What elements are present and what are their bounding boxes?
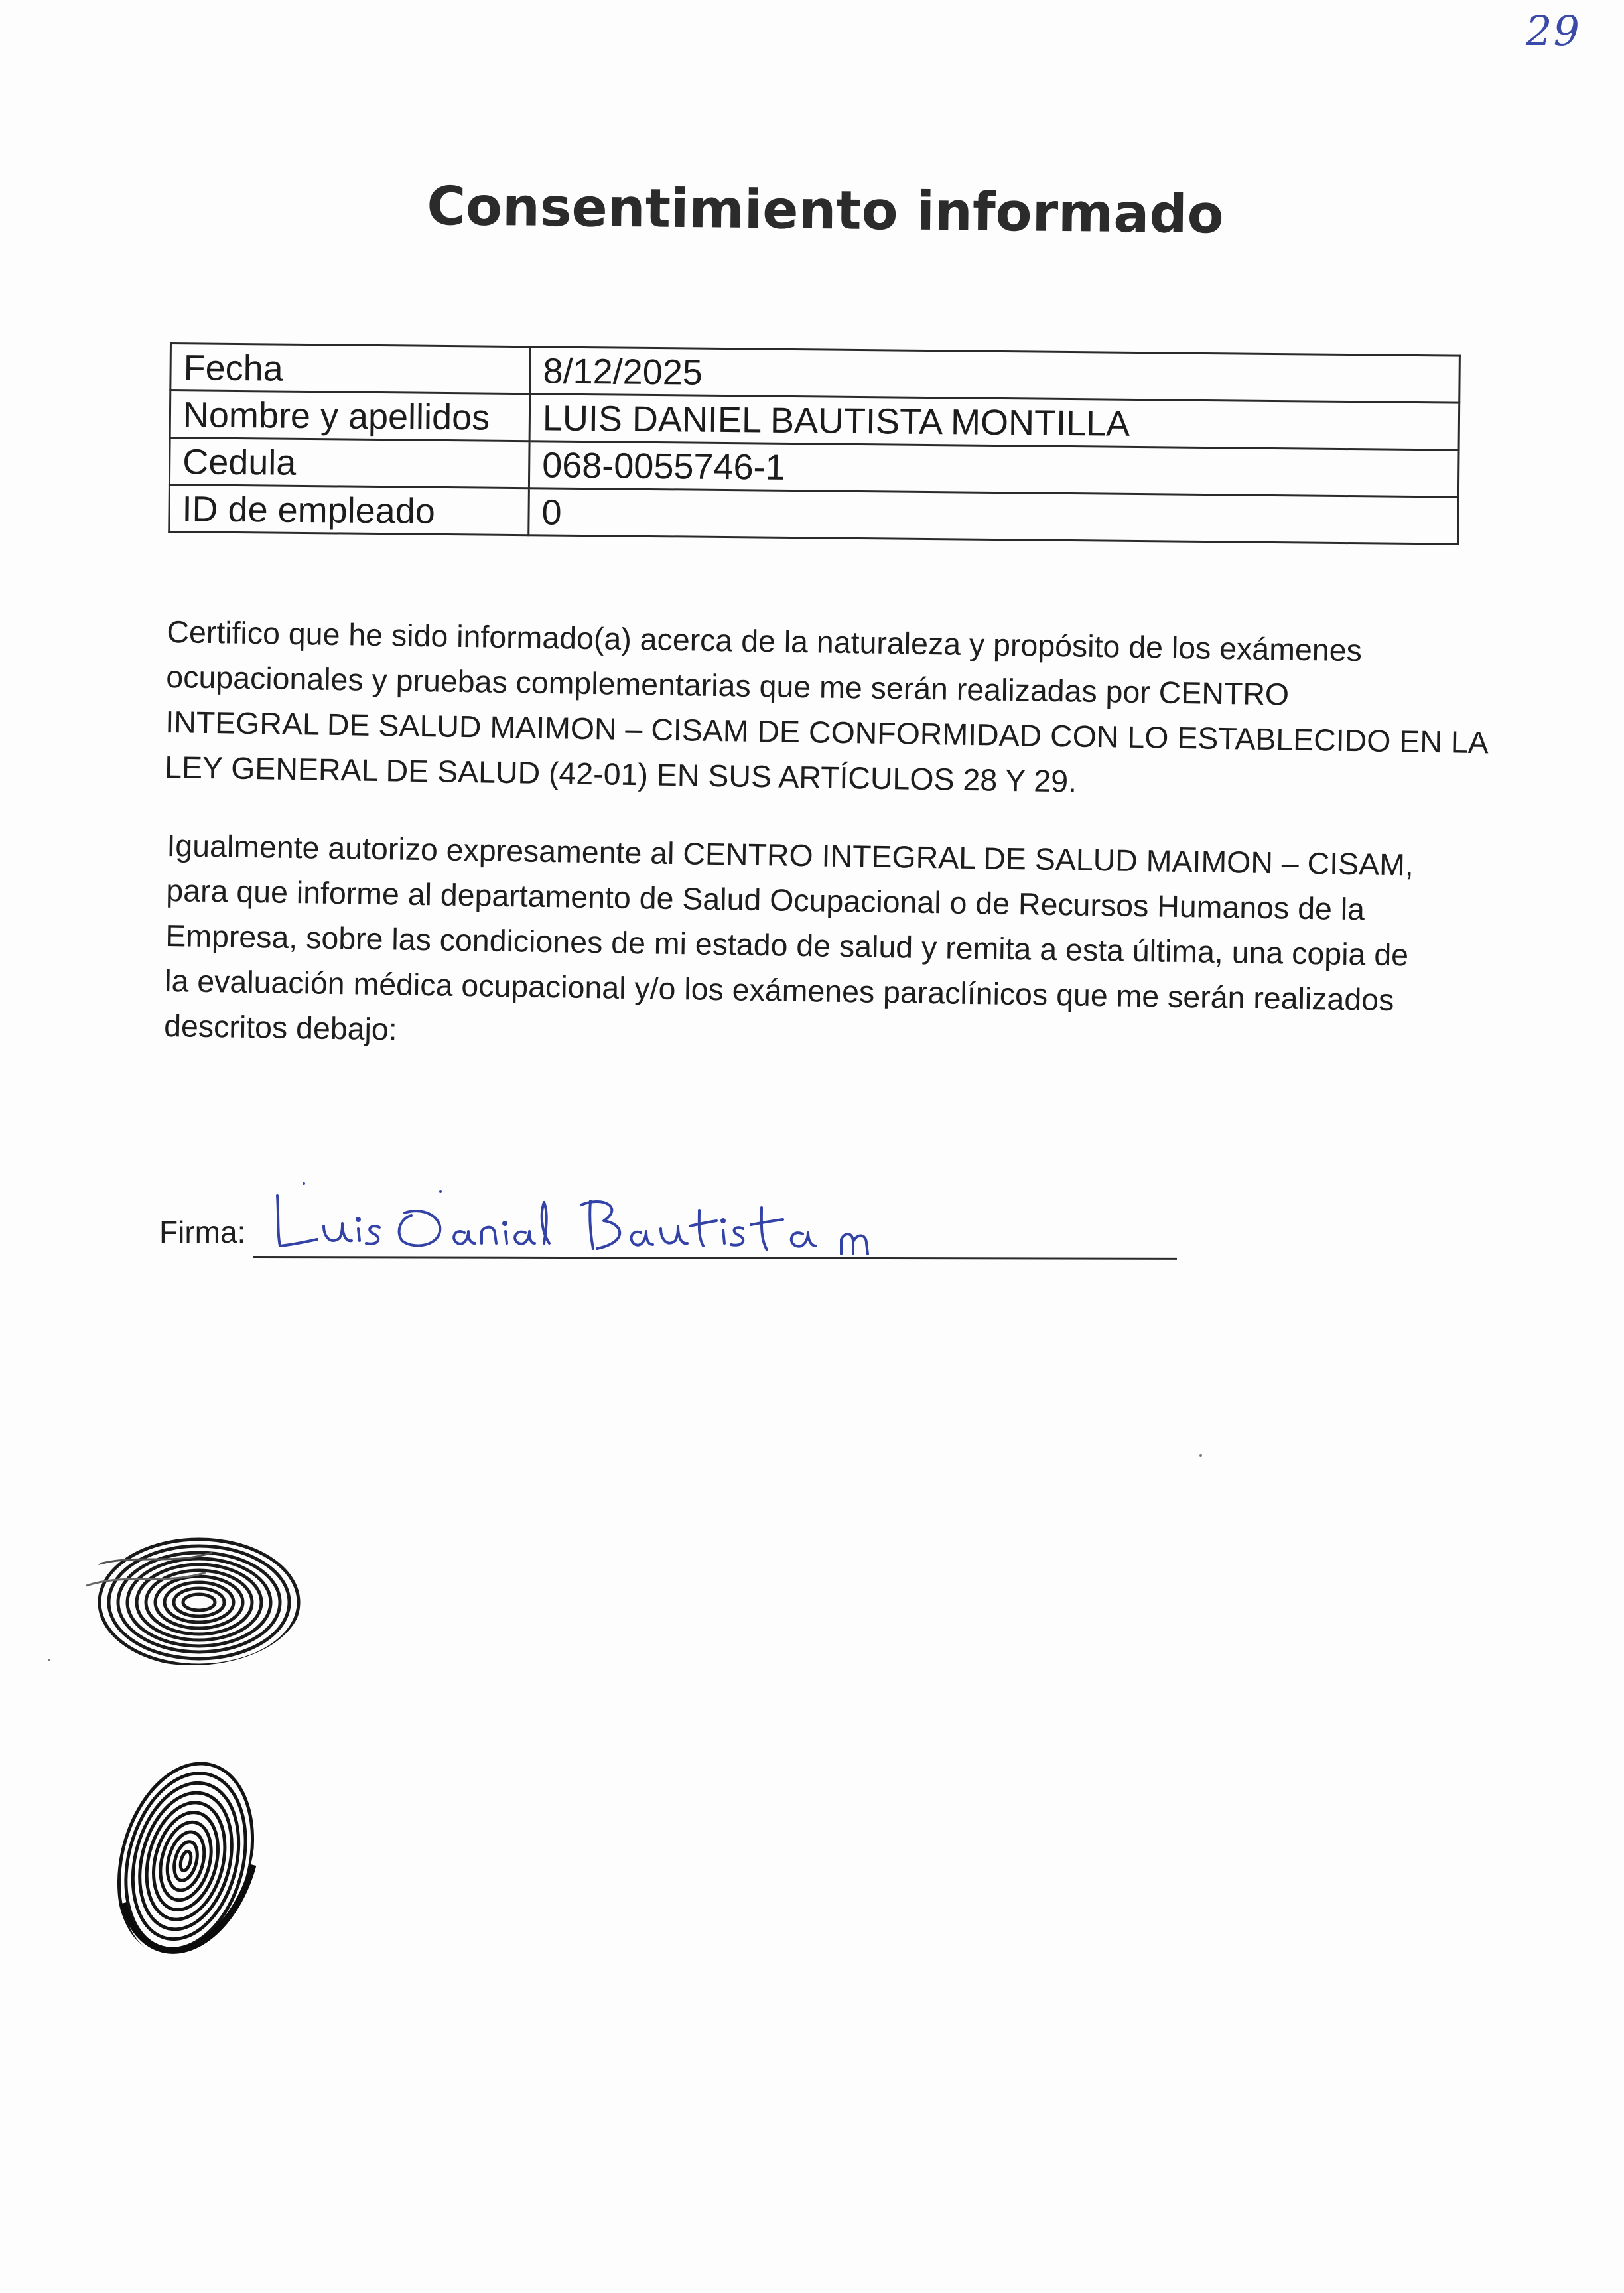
certification-paragraph <box>164 609 1489 810</box>
scan-speck <box>48 1659 50 1661</box>
nombre-value: LUIS DANIEL BAUTISTA MONTILLA <box>529 394 1459 450</box>
paragraph-line: Certifico que he sido informado(a) acerca de la naturaleza y propósito de los exámenes <box>167 614 1363 668</box>
cedula-value: 068-0055746-1 <box>529 441 1459 497</box>
authorization-paragraph <box>164 823 1467 1069</box>
fingerprint-icon <box>100 1738 272 1964</box>
paragraph-line: la evaluación médica ocupacional y/o los exámenes paraclínicos que me serán realizados <box>164 963 1394 1018</box>
paragraph-line: descritos debajo: <box>163 1008 398 1047</box>
paragraph-line: ocupacionales y pruebas complementarias que me serán realizadas por CENTRO <box>165 659 1290 712</box>
paragraph-line: Empresa, sobre las condiciones de mi estado de salud y remita a esta última, una copia de <box>165 918 1409 973</box>
handwritten-signature <box>265 1154 876 1267</box>
employee-info-table <box>168 342 1461 545</box>
page-title: Consentimiento informado <box>426 174 1225 245</box>
id-empleado-value: 0 <box>529 488 1459 544</box>
fingerprint-icon <box>80 1526 305 1672</box>
fecha-value: 8/12/2025 <box>530 347 1460 403</box>
fecha-label: Fecha <box>170 344 531 394</box>
signature-label: Firma: <box>159 1215 246 1249</box>
paragraph-line: INTEGRAL DE SALUD MAIMON – CISAM DE CONFORMIDAD CON LO ESTABLECIDO EN LA <box>165 704 1489 760</box>
cedula-label: Cedula <box>169 438 529 488</box>
nombre-label: Nombre y apellidos <box>170 391 530 441</box>
paragraph-line: LEY GENERAL DE SALUD (42-01) EN SUS ARTÍCULOS 28 Y 29. <box>164 749 1077 799</box>
id-empleado-label: ID de empleado <box>169 485 529 535</box>
paragraph-line: para que informe al departamento de Salud Ocupacional o de Recursos Humanos de la <box>165 872 1365 927</box>
paragraph-line: Igualmente autorizo expresamente al CENTRO INTEGRAL DE SALUD MAIMON – CISAM, <box>167 827 1414 882</box>
handwritten-page-number: 29 <box>1526 7 1581 55</box>
scan-speck <box>1199 1454 1202 1457</box>
